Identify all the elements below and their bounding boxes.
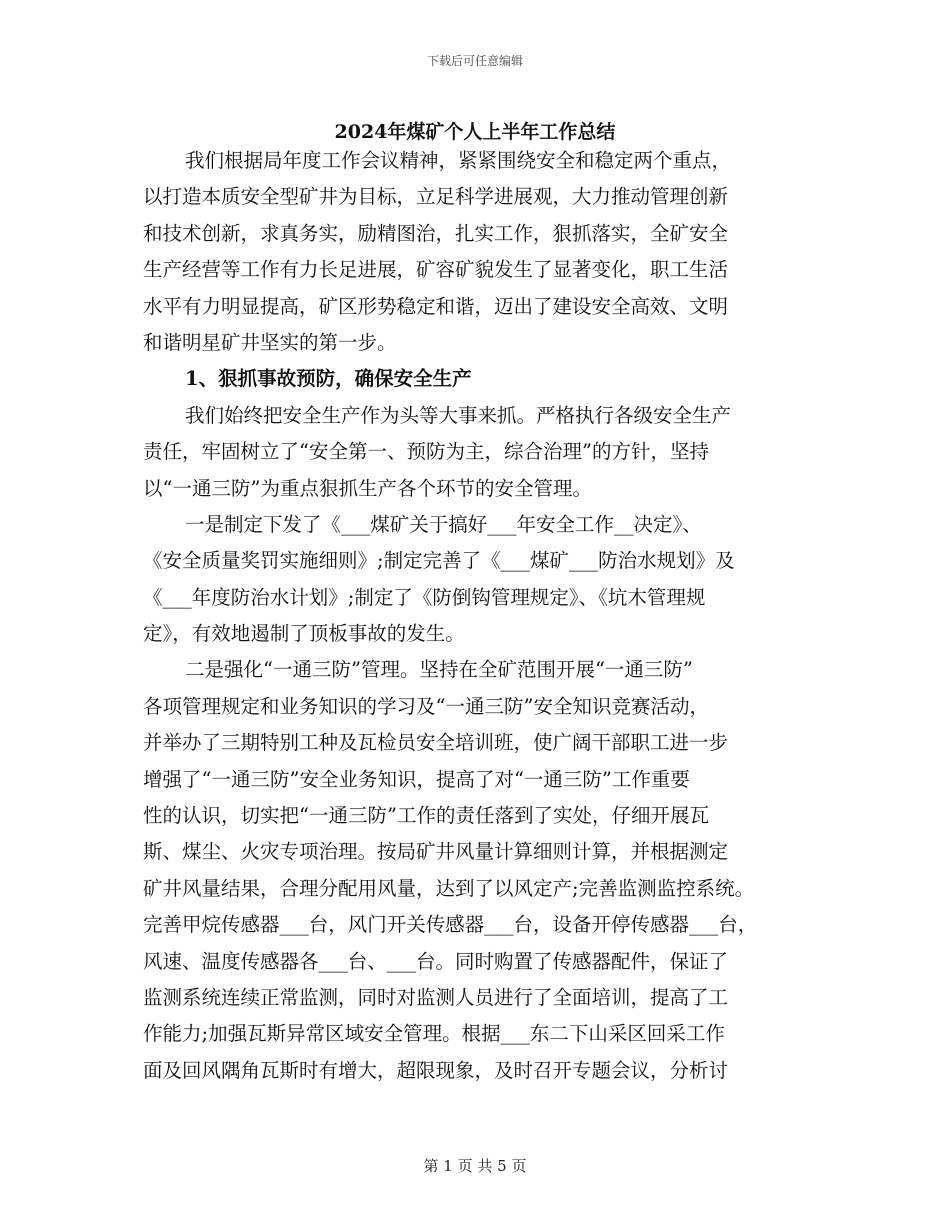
text-line: 监测系统连续正常监测，同时对监测人员进行了全面培训，提高了工 bbox=[143, 985, 729, 1009]
text-line: 《安全质量奖罚实施细则》;制定完善了《___煤矿___防治水规划》及 bbox=[143, 549, 735, 573]
text-line: 面及回风隅角瓦斯时有增大，超限现象，及时召开专题会议，分析讨 bbox=[143, 1058, 729, 1082]
text-line: 各项管理规定和业务知识的学习及“一通三防”安全知识竞赛活动， bbox=[143, 694, 709, 718]
text-line: 性的认识，切实把“一通三防”工作的责任落到了实处，仔细开展瓦 bbox=[143, 804, 709, 828]
text-line: 以打造本质安全型矿井为目标，立足科学进展观，大力推动管理创新 bbox=[143, 185, 729, 209]
text-line: 一是制定下发了《___煤矿关于搞好___年安全工作__决定》、 bbox=[185, 512, 702, 536]
page-number: 第 1 页 共 5 页 bbox=[423, 1157, 527, 1175]
page-header: 下载后可任意编辑 bbox=[426, 54, 523, 68]
text-line: 完善甲烷传感器___台，风门开关传感器___台，设备开停传感器___台， bbox=[143, 913, 758, 937]
text-line: 和技术创新，求真务实，励精图治，扎实工作，狠抓落实，全矿安全 bbox=[143, 221, 729, 245]
section-heading: 1、狠抓事故预防，确保安全生产 bbox=[185, 367, 472, 391]
text-line: 我们根据局年度工作会议精神，紧紧围绕安全和稳定两个重点， bbox=[185, 149, 732, 172]
text-line: 矿井风量结果，合理分配用风量，达到了以风定产;完善监测监控系统。 bbox=[143, 876, 755, 900]
text-line: 以“一通三防”为重点狠抓生产各个环节的安全管理。 bbox=[143, 476, 592, 500]
text-line: 责任，牢固树立了“安全第一、预防为主，综合治理”的方针，坚持 bbox=[143, 440, 709, 464]
text-line: 并举办了三期特别工种及瓦检员安全培训班，使广阔干部职工进一步 bbox=[143, 731, 729, 755]
document-title: 2024年煤矿个人上半年工作总结 bbox=[334, 121, 616, 143]
text-line: 风速、温度传感器各___台、___台。同时购置了传感器配件，保证了 bbox=[143, 949, 729, 973]
text-line: 斯、煤尘、火灾专项治理。按局矿井风量计算细则计算，并根据测定 bbox=[143, 840, 729, 864]
text-line: 和谐明星矿井坚实的第一步。 bbox=[143, 330, 397, 354]
text-line: 《___年度防治水计划》;制定了《防倒钩管理规定》、《坑木管理规 bbox=[143, 585, 706, 609]
body-text bbox=[143, 143, 833, 1089]
text-line: 二是强化“一通三防”管理。坚持在全矿范围开展“一通三防” bbox=[185, 658, 693, 682]
text-line: 作能力;加强瓦斯异常区域安全管理。根据___东二下山采区回采工作 bbox=[143, 1022, 725, 1046]
text-line: 定》，有效地遏制了顶板事故的发生。 bbox=[143, 622, 465, 646]
text-line: 我们始终把安全生产作为头等大事来抓。严格执行各级安全生产 bbox=[185, 403, 732, 427]
text-line: 水平有力明显提高，矿区形势稳定和谐，迈出了建设安全高效、文明 bbox=[143, 294, 729, 318]
text-line: 生产经营等工作有力长足进展，矿容矿貌发生了显著变化，职工生活 bbox=[143, 258, 729, 282]
text-line: 增强了“一通三防”安全业务知识，提高了对“一通三防”工作重要 bbox=[143, 767, 690, 791]
